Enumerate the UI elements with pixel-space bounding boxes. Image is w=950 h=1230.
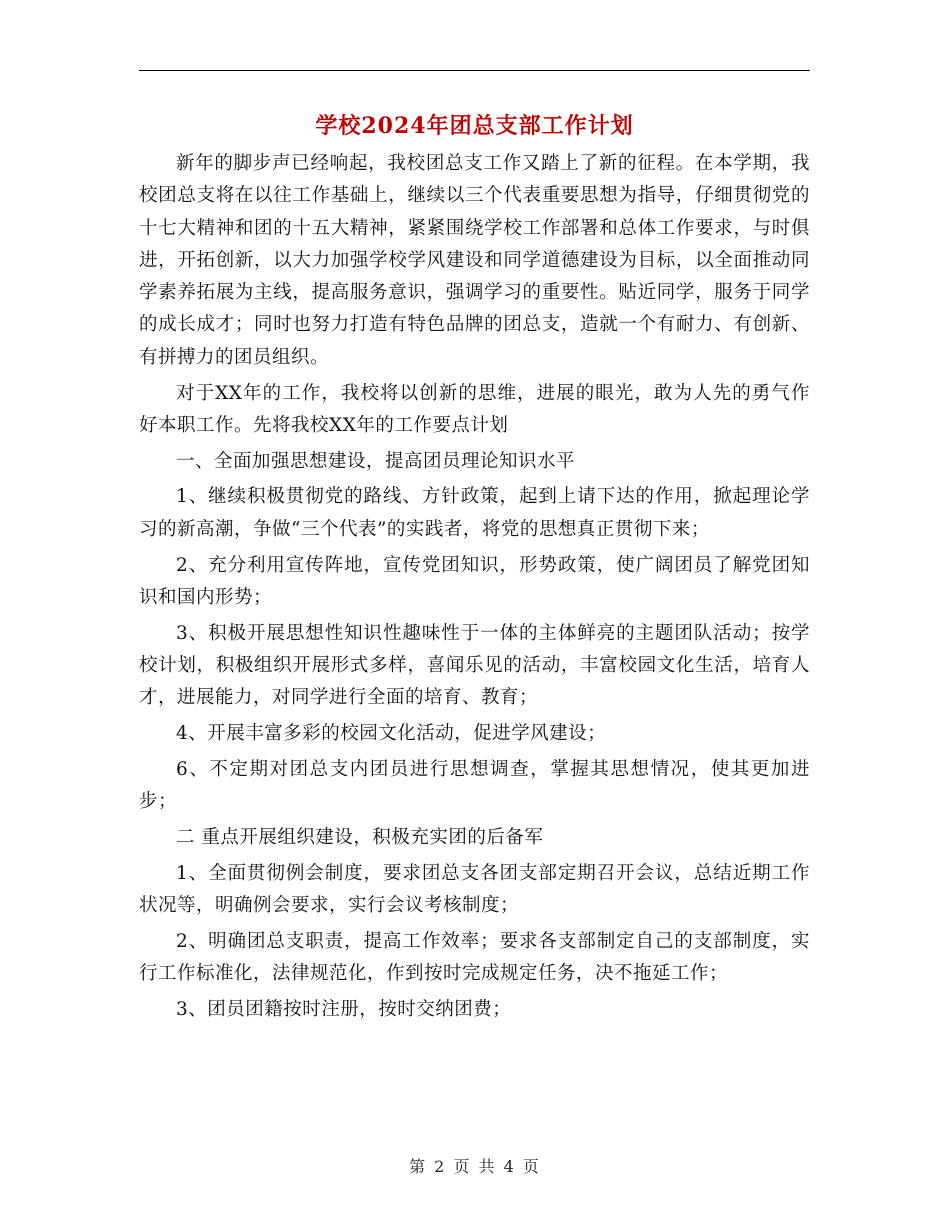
document-body <box>139 148 810 1030</box>
list-item: 3、团员团籍按时注册，按时交纳团费； <box>176 998 512 1020</box>
list-item: 6、不定期对团总支内团员进行思想调查，掌握其思想情况，使其更加进步； <box>139 758 810 813</box>
paragraph-overview: 对于XX年的工作，我校将以创新的思维，进展的眼光，敢为人先的勇气作好本职工作。先将我校XX年的工作要点计划 <box>139 382 810 436</box>
list-item: 1、继续积极贯彻党的路线、方针政策，起到上请下达的作用，掀起理论学习的新高潮，争做“三个代表”的实践者，将党的思想真正贯彻下来； <box>139 486 810 540</box>
list-item: 3、积极开展思想性知识性趣味性于一体的主体鲜亮的主题团队活动；按学校计划，积极组织开展形式多样，喜闻乐见的活动，丰富校园文化生活，培育人才，进展能力，对同学进行全面的培育、教育； <box>139 622 810 709</box>
section-heading-2: 二 重点开展组织建设，积极充实团的后备军 <box>176 826 544 848</box>
page-number: 第 2 页 共 4 页 <box>409 1157 541 1176</box>
list-item: 2、明确团总支职责，提高工作效率；要求各支部制定自己的支部制度，实行工作标准化，法律规范化，作到按时完成规定任务，决不拖延工作； <box>139 930 810 985</box>
list-item: 1、全面贯彻例会制度，要求团总支各团支部定期召开会议，总结近期工作状况等，明确例会要求，实行会议考核制度； <box>139 862 810 917</box>
header-rule <box>139 70 810 71</box>
section-heading-1: 一、全面加强思想建设，提高团员理论知识水平 <box>176 450 576 472</box>
list-item: 2、充分利用宣传阵地，宣传党团知识，形势政策，使广阔团员了解党团知识和国内形势； <box>139 554 810 608</box>
list-item: 4、开展丰富多彩的校园文化活动，促进学风建设； <box>176 723 607 745</box>
paragraph-intro: 新年的脚步声已经响起，我校团总支工作又踏上了新的征程。在本学期，我校团总支将在以往工作基础上，继续以三个代表重要思想为指导，仔细贯彻党的十七大精神和团的十五大精神，紧紧围绕学校工作部署和总体工作要求，与时俱进，开拓创新，以大力加强学校学风建设和同学道德建设为目标，以全面推动同学素养拓展为主线，提高服务意识，强调学习的重要性。贴近同学，服务于同学的成长成才；同时也努力打造有特色品牌的团总支，造就一个有耐力、有创新、有拼搏力的团员组织。 <box>139 153 810 368</box>
document-title: 学校2024年团总支部工作计划 <box>315 113 634 139</box>
